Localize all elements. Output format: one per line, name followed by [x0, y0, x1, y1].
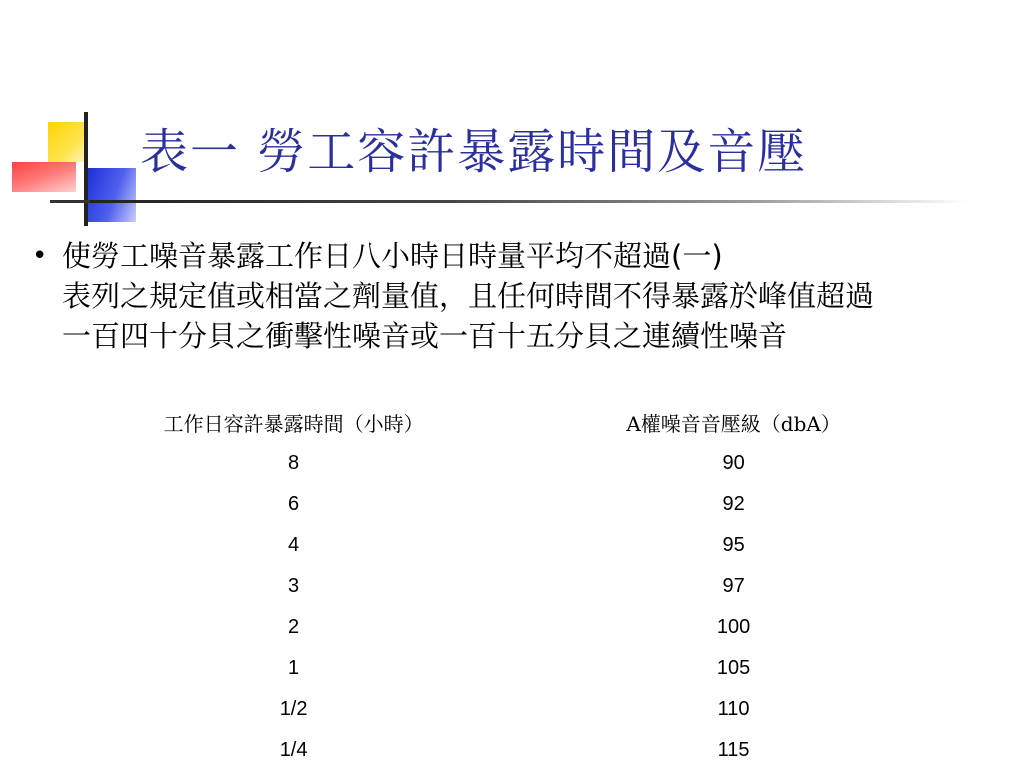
header-exposure-time: 工作日容許暴露時間（小時） [163, 412, 424, 436]
table [100, 402, 980, 771]
table-row [100, 689, 980, 730]
cell-dba: 95 [722, 534, 745, 556]
cell-dba: 97 [722, 575, 745, 597]
logo-vertical-line [84, 112, 88, 226]
logo-yellow-square [48, 122, 88, 162]
exposure-table [100, 402, 980, 771]
table-row [100, 730, 980, 771]
table-row [100, 525, 980, 566]
cell-hours: 8 [288, 452, 300, 474]
table-header-row [100, 402, 980, 443]
logo-blue-square [88, 168, 136, 222]
cell-hours: 1/2 [279, 698, 308, 720]
cell-dba: 100 [716, 616, 751, 638]
cell-hours: 1 [288, 657, 300, 679]
slide-logo [0, 0, 140, 230]
cell-dba: 110 [717, 698, 750, 720]
table-row [100, 607, 980, 648]
cell-hours: 6 [288, 493, 300, 515]
table-row [100, 484, 980, 525]
header-sound-level: A權噪音音壓級（dbA） [626, 412, 841, 436]
cell-hours: 2 [288, 616, 300, 638]
table-row [100, 648, 980, 689]
cell-hours: 3 [288, 575, 300, 597]
cell-hours: 4 [288, 534, 300, 556]
bullet-line-2: 表列之規定值或相當之劑量值，且任何時間不得暴露於峰值超過 [62, 279, 875, 313]
bullet-block [32, 236, 1022, 356]
bullet-line-3: 一百四十分貝之衝擊性噪音或一百十五分貝之連續性噪音 [62, 319, 788, 353]
cell-dba: 105 [716, 657, 751, 679]
title-underline [90, 200, 970, 203]
cell-hours: 1/4 [279, 739, 308, 761]
logo-horizontal-line [50, 200, 94, 203]
cell-dba: 115 [717, 739, 750, 761]
table-row [100, 443, 980, 484]
table-row [100, 566, 980, 607]
cell-dba: 90 [722, 452, 745, 474]
bullet-dot-icon: • [32, 241, 48, 271]
logo-red-square [12, 162, 76, 192]
slide-title: 表一 勞工容許暴露時間及音壓 [140, 124, 808, 180]
cell-dba: 92 [722, 493, 745, 515]
bullet-item [32, 236, 1022, 356]
bullet-line-1: 使勞工噪音暴露工作日八小時日時量平均不超過(一) [62, 239, 723, 273]
bullet-text [62, 236, 1022, 356]
